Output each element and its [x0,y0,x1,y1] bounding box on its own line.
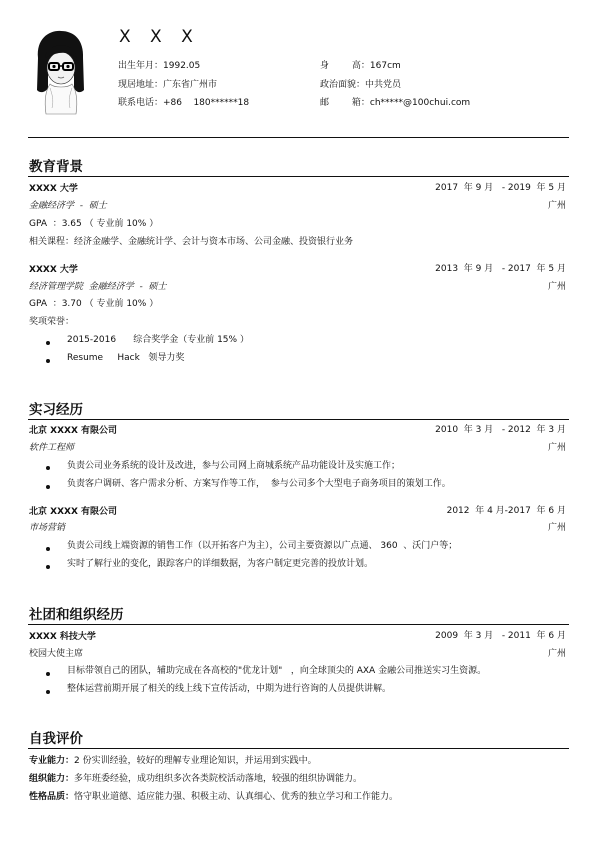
edu1-major: 金融经济学 - 硕士 [29,201,107,211]
edu2-major: 经济管理学院 金融经济学 - 硕士 [29,282,167,292]
job2-date: 2012 年 4 月-2017 年 6 月 [446,506,566,516]
job2-city: 广州 [547,523,566,533]
birth-row [118,60,200,72]
self-eval-divider [28,748,569,749]
bullet-icon [46,466,50,470]
edu2-date: 2013 年 9 月 - 2017 年 5 月 [435,264,566,274]
email-row [320,97,470,109]
edu1-courses: 相关课程：经济金融学、金融统计学、会计与资本市场、公司金融、投资银行业务 [29,237,354,247]
job1-city: 广州 [547,443,566,453]
act1-role: 校园大使主席 [29,649,84,659]
edu1-school: XXXX 大学 [29,184,78,194]
political-label: 政治面貌： [320,80,366,90]
phone-row [118,97,249,109]
bullet-icon [46,672,50,676]
header-divider [28,137,569,138]
self-eval-item [29,755,317,767]
job1-company: 北京 XXXX 有限公司 [29,426,118,436]
address-label: 现居地址： [118,80,164,90]
email-value[interactable]: ch*****@100chui.com [369,98,471,108]
edu1-gpa: GPA ：3.65 （ 专业前 10% ） [29,219,159,229]
height-value: 167cm [369,61,401,71]
address-value: 广东省广州市 [163,80,218,90]
act1-city: 广州 [547,649,566,659]
job1-bullet: 负责公司业务系统的设计及改进，参与公司网上商城系统产品功能设计及实施工作； [67,461,401,471]
act1-bullet: 整体运营前期开展了相关的线上线下宣传活动，中期为进行咨询的人员提供讲解。 [67,684,392,694]
political-value: 中共党员 [365,80,402,90]
self-eval-text: 2 份实训经验，较好的理解专业理论知识，并运用到实践中。 [74,756,317,766]
activities-divider [28,624,569,625]
self-eval-item [29,791,398,803]
self-eval-item [29,773,362,785]
act1-bullet: 目标带领自己的团队，辅助完成在各高校的"优龙计划" ，向全球顶尖的 AXA 金融公司推送实习生资源。 [67,666,487,676]
act1-date: 2009 年 3 月 - 2011 年 6 月 [435,631,566,641]
edu1-city: 广州 [547,201,566,211]
edu2-city: 广州 [547,282,566,292]
job2-role: 市场营销 [29,523,66,533]
avatar [30,28,90,116]
height-label: 身 高： [320,61,370,71]
edu2-gpa: GPA ：3.70 （ 专业前 10% ） [29,299,159,309]
email-label: 邮 箱： [320,98,370,108]
self-eval-label: 组织能力： [29,774,75,784]
job1-date: 2010 年 3 月 - 2012 年 3 月 [435,425,566,435]
political-row [320,79,401,91]
address-row [118,79,217,91]
education-divider [28,176,569,177]
phone-label: 联系电话： [118,98,164,108]
edu2-school: XXXX 大学 [29,265,78,275]
self-eval-text: 恪守职业道德、适应能力强、积极主动、认真细心、优秀的独立学习和工作能力。 [74,792,399,802]
act1-org: XXXX 科技大学 [29,632,96,642]
job2-company: 北京 XXXX 有限公司 [29,507,118,517]
bullet-icon [46,341,50,345]
height-row [320,60,401,72]
bullet-icon [46,547,50,551]
bullet-icon [46,359,50,363]
phone-value: +86 180******18 [163,98,250,108]
job2-bullet: 实时了解行业的变化，跟踪客户的详细数据，为客户制定更完善的投放计划。 [67,559,374,569]
birth-value: 1992.05 [163,61,201,71]
edu2-awards-label: 奖项荣誉： [29,317,75,327]
job2-bullet: 负责公司线上端资源的销售工作（以开拓客户为主），公司主要资源以广点通、 360 、沃门户等； [67,541,458,551]
award-item: 2015-2016 综合奖学金（专业前 15% ） [67,335,249,345]
job1-bullet: 负责客户调研、客户需求分析、方案写作等工作， 参与公司多个大型电子商务项目的策划工作。 [67,479,451,489]
internship-title: 实习经历 [29,402,83,418]
internship-divider [28,419,569,420]
birth-label: 出生年月： [118,61,164,71]
self-eval-label: 性格品质： [29,792,75,802]
self-eval-title: 自我评价 [29,731,83,747]
candidate-name: X X X [119,27,200,47]
education-title: 教育背景 [29,159,83,175]
self-eval-label: 专业能力： [29,756,75,766]
activities-title: 社团和组织经历 [29,607,124,623]
job1-role: 软件工程师 [29,443,75,453]
award-item: Resume Hack 领导力奖 [67,353,185,363]
bullet-icon [46,565,50,569]
bullet-icon [46,690,50,694]
bullet-icon [46,485,50,489]
edu1-date: 2017 年 9 月 - 2019 年 5 月 [435,183,566,193]
self-eval-text: 多年班委经验，成功组织多次各类院校活动落地，较强的组织协调能力。 [74,774,363,784]
